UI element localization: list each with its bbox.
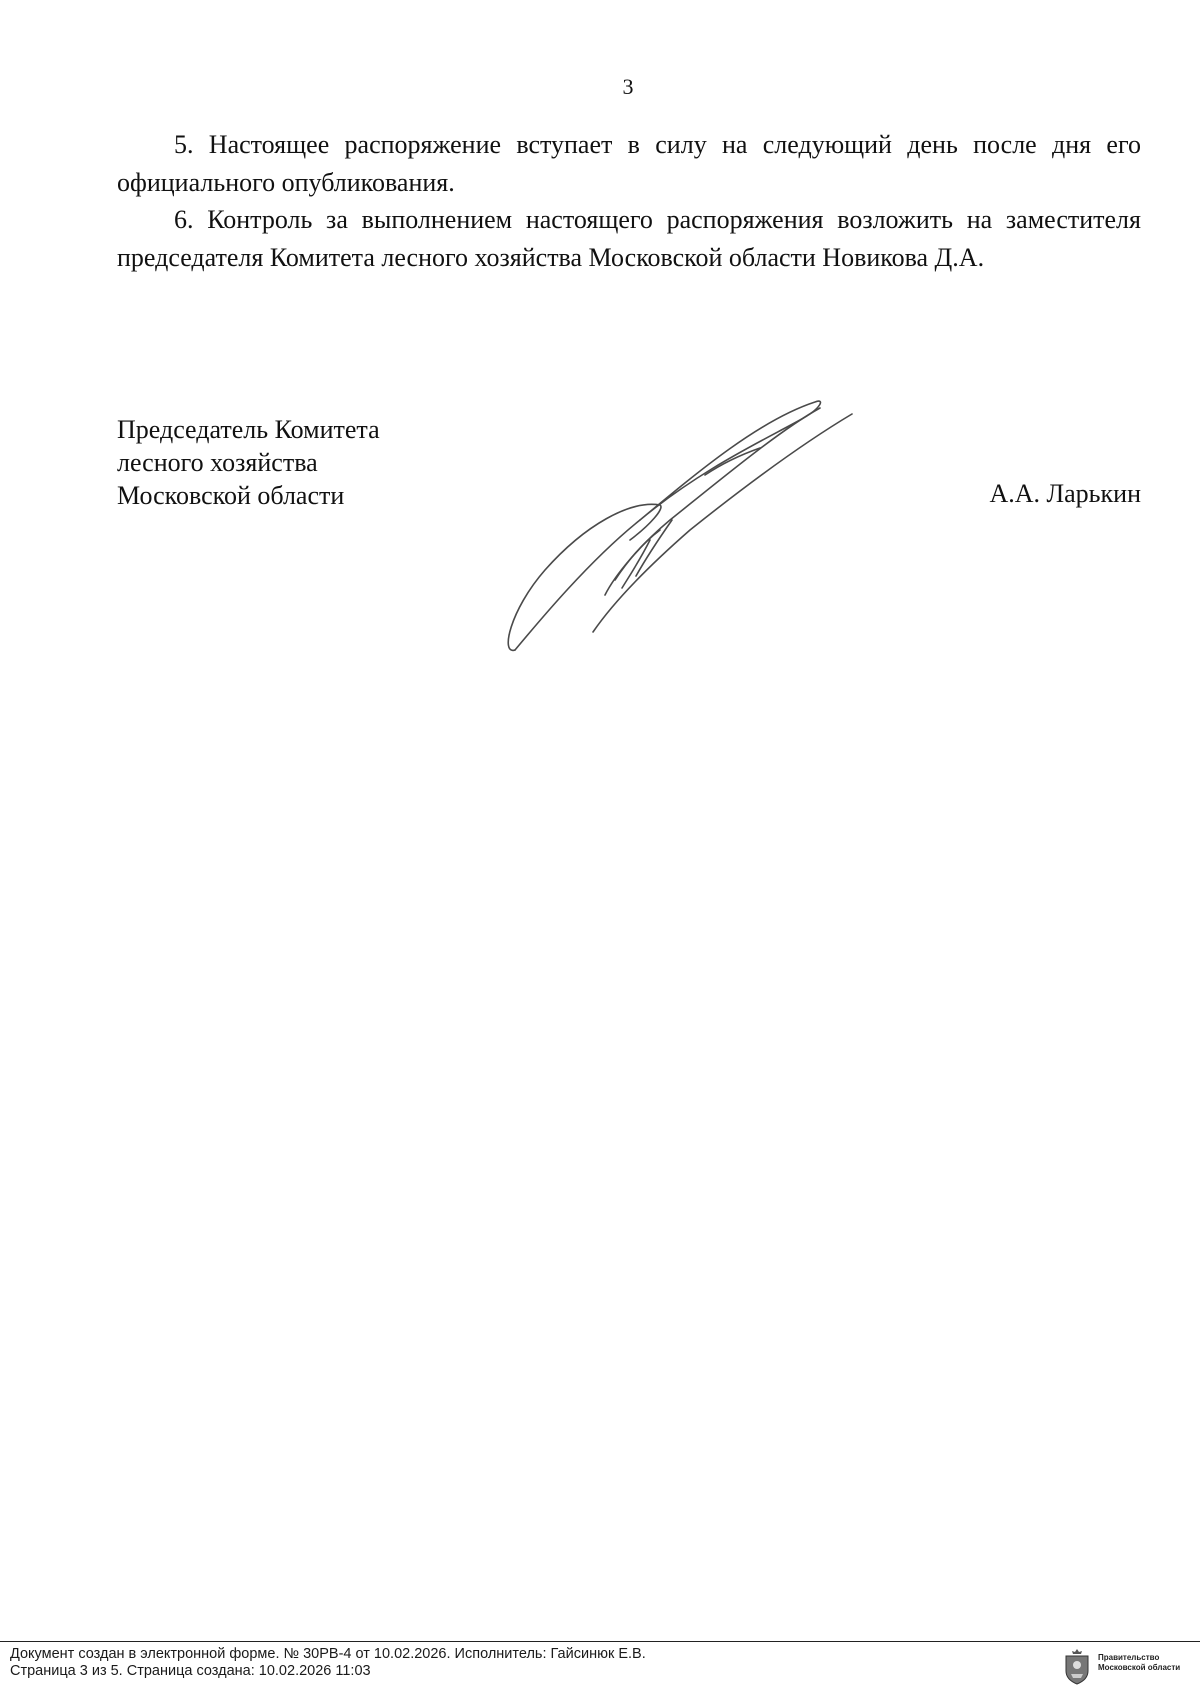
- signer-position-line: Московской области: [117, 481, 345, 510]
- coat-of-arms-icon: [1062, 1647, 1092, 1685]
- logo-caption-line: Правительство: [1098, 1653, 1160, 1662]
- signer-position-line: Председатель Комитета: [117, 415, 380, 444]
- paragraph-5: 5. Настоящее распоряжение вступает в силу на следующий день после дня его официального опубликования.: [117, 130, 1141, 197]
- signer-position-line: лесного хозяйства: [117, 448, 318, 477]
- logo-caption-line: Московской области: [1098, 1663, 1181, 1672]
- footer-divider: [0, 1641, 1200, 1642]
- logo-caption: [1098, 1653, 1180, 1673]
- signer-name: А.А. Ларькин: [989, 479, 1141, 508]
- paragraph-6: 6. Контроль за выполнением настоящего распоряжения возложить на заместителя председателя Комитета лесного хозяйства Московской области Новикова Д.А.: [117, 205, 1141, 272]
- handwritten-signature: [0, 0, 1200, 700]
- footer-page-info: Страница 3 из 5. Страница создана: 10.02.2026 11:03: [10, 1663, 371, 1679]
- document-body: [117, 126, 1141, 276]
- footer-document-info: Документ создан в электронной форме. № 30РВ-4 от 10.02.2026. Исполнитель: Гайсинюк Е.В.: [10, 1646, 646, 1662]
- signer-position: [117, 413, 380, 512]
- footer-info: [10, 1646, 646, 1680]
- page-number: 3: [622, 74, 634, 99]
